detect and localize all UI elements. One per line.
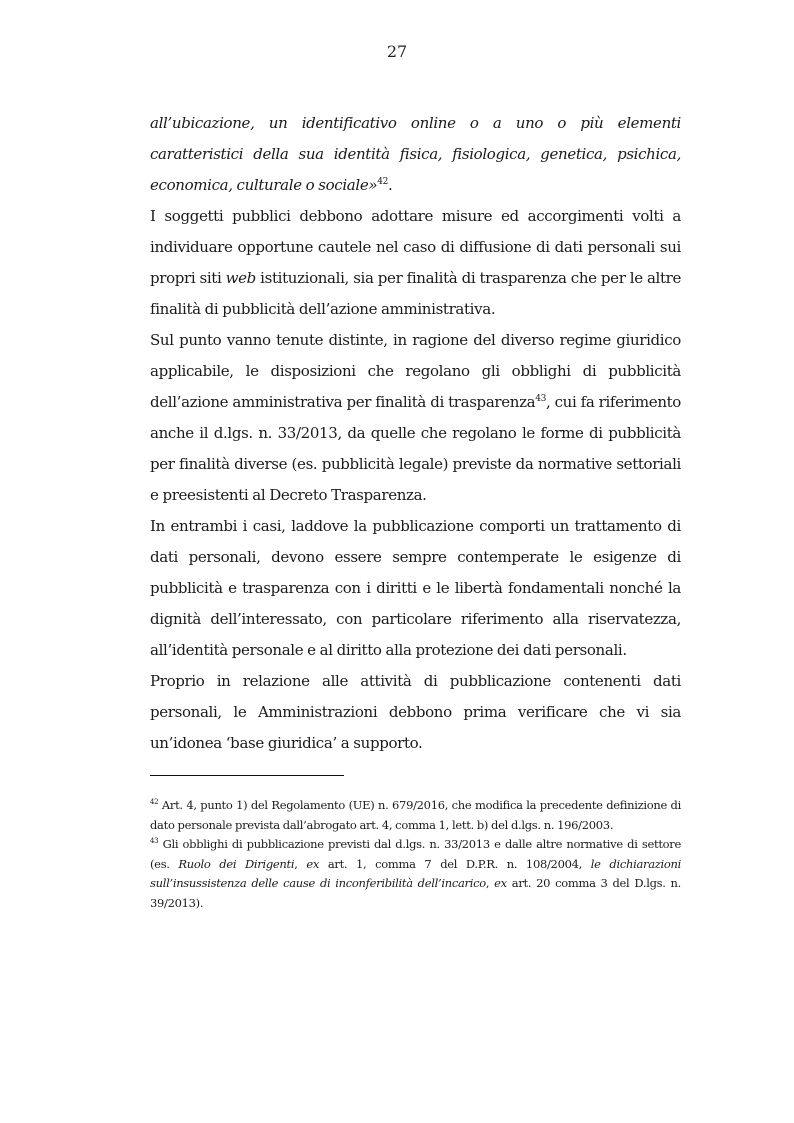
quote-end: . [387,176,393,194]
footnote-number-43: 43 [150,837,159,845]
quote-text: all’ubicazione, un identificativo online o a uno o più elementi caratteristici della sua identità fisica, fisiologica, genetica, psichica, economica, culturale o sociale» [150,114,681,194]
main-text [150,108,681,759]
paragraph-3: Sul punto vanno tenute distinte, in ragione del diverso regime giuridico applicabile, le disposizioni che regolano gli obblighi di pubblicità dell’azione amministrativa per finalità di trasparenza$^{43}$, cui fa riferimento anche il d.lgs. n. 33/2013, da quelle che regolano le forme di pubblicità per finalità diverse (es. pubblicità legale) previste da normative settoriali e preesistenti al Decreto Trasparenza. [150,331,681,504]
page-number: 27 [386,42,408,61]
paragraph-quote-continuation [150,108,681,201]
footnote-separator [150,775,344,776]
paragraph-2: I soggetti pubblici debbono adottare misure ed accorgimenti volti a individuare opportune cautele nel caso di diffusione di dati personali sui propri siti web istituzionali, sia per finalità di trasparenza che per le altre finalità di pubblicità dell’azione amministrativa. [150,207,682,318]
footnote-42: $^{42}$ Art. 4, punto 1) del Regolamento (UE) n. 679/2016, che modifica la precedente definizione di dato personale prevista dall’abrogato art. 4, comma 1, lett. b) del d.lgs. n. 196/2003. [150,798,681,832]
paragraph-4: In entrambi i casi, laddove la pubblicazione comporti un trattamento di dati personali, devono essere sempre contemperate le esigenze di pubblicità e trasparenza con i diritti e le libertà fondamentali nonché la dignità dell’interessato, con particolare riferimento alla riservatezza, all’identità personale e al diritto alla protezione dei dati personali. [150,517,681,659]
footnotes [150,796,681,913]
web-term: web [225,269,256,287]
footnote-ref-43[interactable]: 43 [535,394,546,404]
footnote-ref-42[interactable]: 42 [377,177,388,187]
paragraph-5: Proprio in relazione alle attività di pubblicazione contenenti dati personali, le Amministrazioni debbono prima verificare che vi sia un’idonea ‘base giuridica’ a supporto. [150,672,681,752]
footnote-43: $^{43}$ Gli obblighi di pubblicazione previsti dal d.lgs. n. 33/2013 e dalle altre normative di settore (es. Ruolo dei Dirigenti, ex art. 1, comma 7 del D.P.R. n. 108/2004, le dichiarazioni sull’insussistenza delle cause di inconferibilità dell’incarico, ex art. 20 comma 3 del D.lgs. n. 39/2013). [150,837,682,910]
footnote-number-42: 42 [150,798,159,806]
